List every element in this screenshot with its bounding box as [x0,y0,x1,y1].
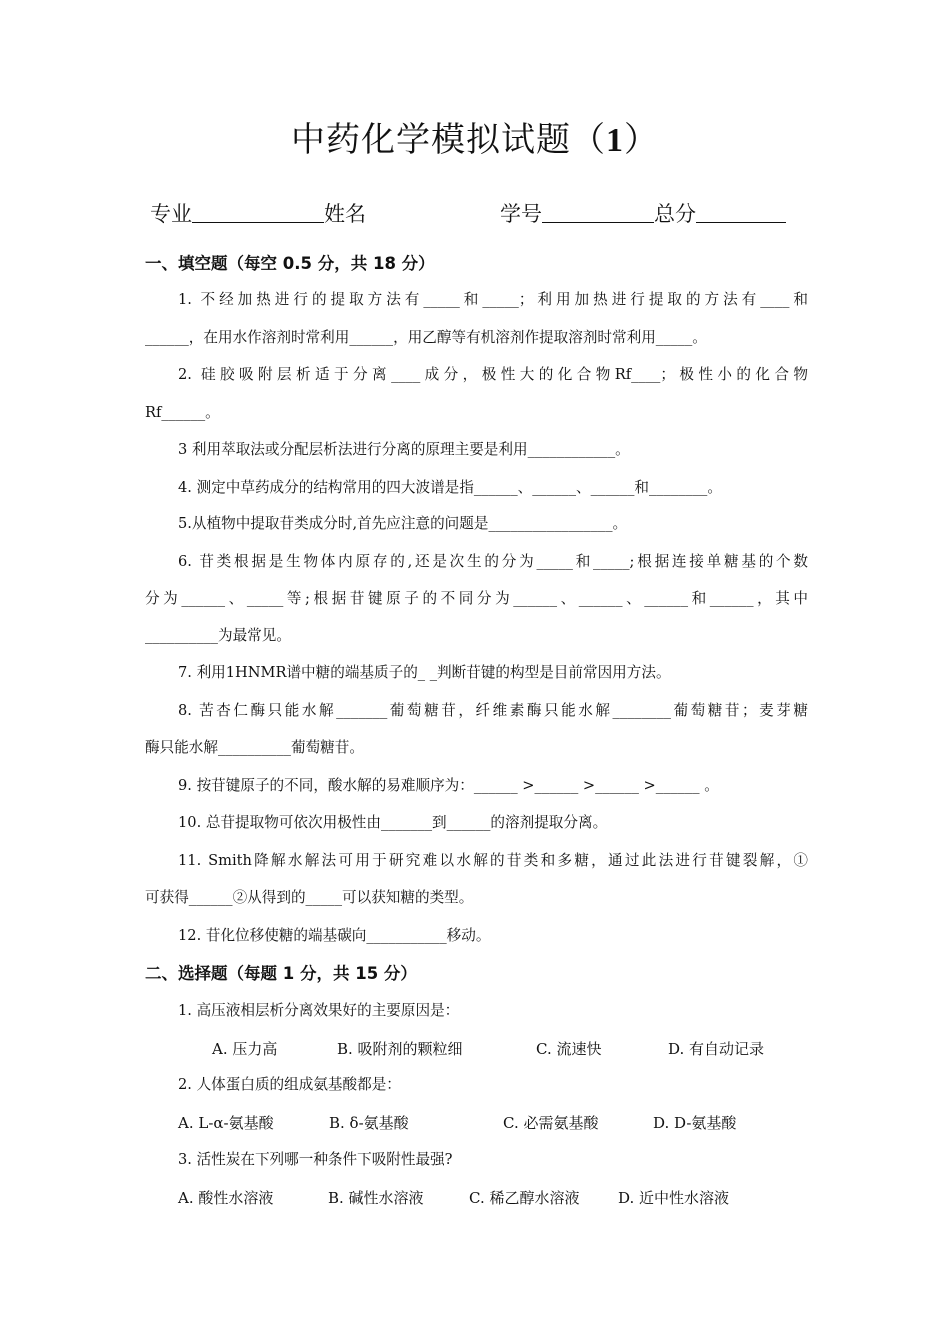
id-blank [542,200,654,223]
total-label: 总分 [654,202,696,226]
question-line: 6. 苷类根据是生物体内原存的,还是次生的分为_____和_____;根据连接单糖基的个数 [178,553,808,570]
question-line: 10. 总苷提取物可依次用极性由_______到______的溶剂提取分离。 [178,814,608,831]
choice-option-b: B. 吸附剂的颗粒细 [337,1040,463,1058]
question-line: 1. 不经加热进行的提取方法有_____和_____；利用加热进行提取的方法有____和 [178,291,808,308]
question-line: 3 利用萃取法或分配层析法进行分离的原理主要是利用____________。 [178,441,630,458]
choice-option-d: D. 近中性水溶液 [618,1189,730,1207]
major-label: 专业 [150,202,192,226]
choice-option-b: B. 碱性水溶液 [328,1189,424,1207]
choice-option-b: B. δ-氨基酸 [329,1114,409,1132]
choice-question-2: 2. 人体蛋白质的组成氨基酸都是： [178,1076,401,1093]
choice-option-a: A. 压力高 [212,1040,278,1058]
question-line: 9. 按苷键原子的不同，酸水解的易难顺序为：______ >______ >______ >______ 。 [178,777,719,794]
question-line: 7. 利用1HNMR谱中糖的端基质子的_ _判断苷键的构型是目前常因用方法。 [178,664,671,681]
choice-option-c: C. 流速快 [536,1040,602,1058]
choice-option-a: A. 酸性水溶液 [178,1189,274,1207]
choice-question-3: 3. 活性炭在下列哪一种条件下吸附性最强? [178,1151,453,1168]
question-line: __________为最常见。 [145,627,291,644]
question-line: 分为______、_____等;根据苷键原子的不同分为______、______、______和______，其中 [145,590,808,607]
question-line: 5.从植物中提取苷类成分时,首先应注意的问题是_________________。 [178,515,628,532]
page-title [0,112,950,161]
choice-option-d: D. D-氨基酸 [653,1114,737,1132]
student-info-row [150,198,786,228]
choice-option-c: C. 必需氨基酸 [503,1114,599,1132]
question-line: ______，在用水作溶剂时常利用______，用乙醇等有机溶剂作提取溶剂时常利用_____。 [145,329,707,346]
id-label: 学号 [500,202,542,226]
choice-option-a: A. L-α-氨基酸 [178,1114,274,1132]
question-line: Rf______。 [145,404,220,421]
section-heading-multiple-choice: 二、选择题（每题 1 分，共 15 分） [145,964,417,983]
total-blank [696,200,786,223]
choice-option-c: C. 稀乙醇水溶液 [469,1189,580,1207]
major-blank [192,200,324,223]
question-line: 2. 硅胶吸附层析适于分离____成分，极性大的化合物Rf____；极性小的化合物 [178,366,808,383]
question-line: 11. Smith降解水解法可用于研究难以水解的苷类和多糖，通过此法进行苷键裂解，① [178,852,808,869]
choice-question-1: 1. 高压液相层析分离效果好的主要原因是： [178,1002,460,1019]
title-text: 中药化学模拟试题（ [291,120,606,160]
title-number: 1 [606,122,624,159]
question-line: 可获得______②从得到的_____可以获知糖的类型。 [145,889,474,906]
title-close: ） [624,120,659,160]
section-heading-fill-blank: 一、填空题（每空 0.5 分，共 18 分） [145,254,435,273]
question-line: 酶只能水解__________葡萄糖苷。 [145,739,364,756]
question-line: 8. 苦杏仁酶只能水解_______葡萄糖苷，纤维素酶只能水解________葡萄糖苷；麦芽糖 [178,702,808,719]
name-label: 姓名 [324,202,366,226]
choice-option-d: D. 有自动记录 [668,1040,765,1058]
question-line: 12. 苷化位移使糖的端基碳向___________移动。 [178,927,491,944]
question-line: 4. 测定中草药成分的结构常用的四大波谱是指______、______、______和________。 [178,479,722,496]
